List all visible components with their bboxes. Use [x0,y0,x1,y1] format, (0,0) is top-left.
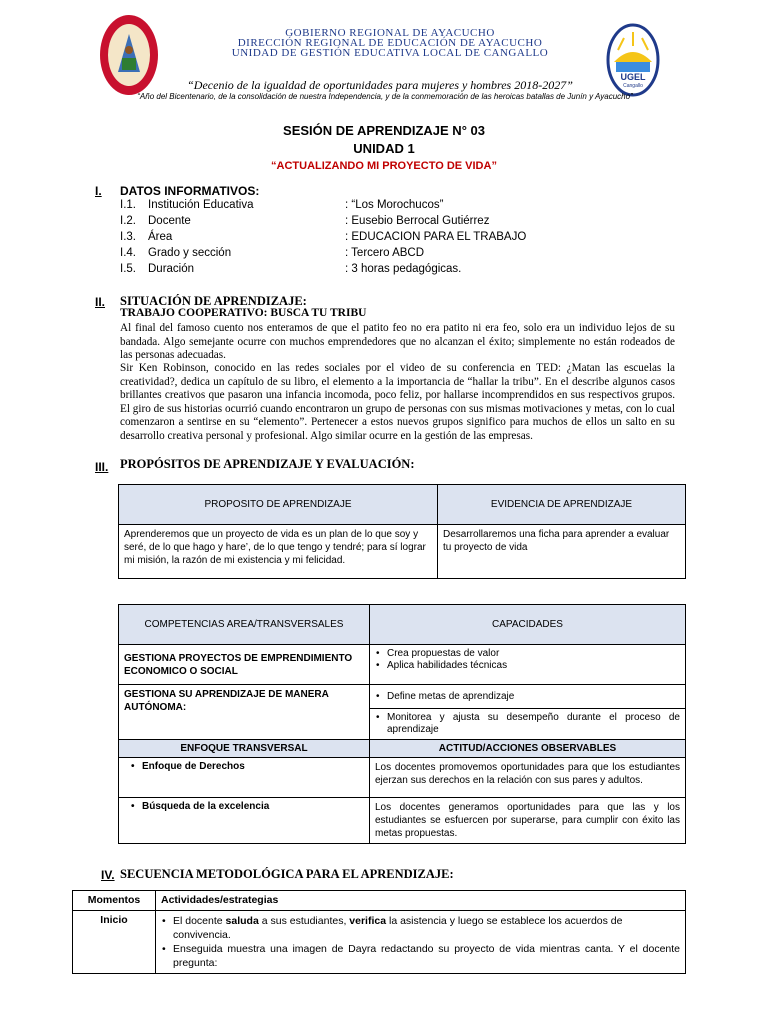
header-line-1: GOBIERNO REGIONAL DE AYACUCHO [285,27,495,39]
situation-paragraph-1: Al final del famoso cuento nos enteramos de que el patito feo no era patito ni era feo, solo era un individuo lejos de su bandada. Algo semejante ocurre con muchos emprendedores que no alcanzan el éxito; simplemente no están rodeados de las personas adecuadas. [120,322,675,362]
purpose-cell: Aprenderemos que un proyecto de vida es un plan de lo que soy y seré, de lo que hago y hare’, de lo que tengo y tendré; para sí lograr mi misión, la razón de mi existencia y mi felicidad. [119,525,438,579]
actions-header: ACTITUD/ACCIONES OBSERVABLES [370,740,686,758]
capacity-item: • Aplica habilidades técnicas [385,660,680,672]
info-value: : 3 horas pedagógicas. [345,263,462,275]
approach-item: • Búsqueda de la excelencia [140,801,364,812]
capacity-item: • Monitorea y ajusta su desempeño durante el proceso de aprendizaje [385,712,680,736]
info-number: I.2. [120,215,136,227]
info-row [120,263,680,279]
capacity-cell [370,645,686,685]
approach-item: • Enfoque de Derechos [140,761,364,772]
activity-text: saluda [225,915,259,927]
activity-text: El docente [173,915,226,927]
evidence-header: EVIDENCIA DE APRENDIZAJE [438,485,686,525]
header-motto-2: “Año del Bicentenario, de la consolidación de nuestra Independencia, y de la conmemoración de las heroicas batallas de Junín y Ayacucho” [137,92,633,101]
info-value: : Eusebio Berrocal Gutiérrez [345,215,490,227]
evidence-cell: Desarrollaremos una ficha para aprender a evaluar tu proyecto de vida [438,525,686,579]
ugel-logo-subtext: Cangallo [623,83,643,89]
section-4-title: SECUENCIA METODOLÓGICA PARA EL APRENDIZAJE: [120,867,454,881]
activity-cell [156,911,686,974]
info-number: I.1. [120,199,136,211]
ugel-logo-text: UGEL [620,72,646,82]
info-key: Grado y sección [148,247,232,259]
info-row [120,215,680,231]
section-2-title: SITUACIÓN DE APRENDIZAJE: [120,294,307,308]
session-name: “ACTUALIZANDO MI PROYECTO DE VIDA” [271,160,497,172]
activity-text: la asistencia y luego se establece los acuerdos de convivencia. [173,915,623,941]
header-line-3: UNIDAD DE GESTIÓN EDUCATIVA LOCAL DE CANGALLO [231,47,549,59]
actions-cell: Los docentes generamos oportunidades para que las y los estudiantes se esfuercen por superarse, para cumplir con éxito las metas propuestas. [370,798,686,844]
section-2-subtitle: TRABAJO COOPERATIVO: BUSCA TU TRIBU [120,307,367,319]
info-value: : Tercero ABCD [345,247,425,259]
competencies-table [118,604,686,844]
moment-cell: Inicio [73,911,156,974]
section-3-number: III. [95,460,109,474]
competencies-header: COMPETENCIAS AREA/TRANSVERSALES [119,605,370,645]
header-line-2: DIRECCIÓN REGIONAL DE EDUCACIÓN DE AYACUCHO [237,37,543,49]
approach-cell [119,798,370,844]
activities-header: Actividades/estrategias [156,891,686,911]
info-number: I.5. [120,263,136,275]
section-1-title: DATOS INFORMATIVOS: [120,184,260,198]
info-key: Área [148,231,173,243]
unit-title: UNIDAD 1 [353,141,415,156]
competency-cell: GESTIONA PROYECTOS DE EMPRENDIMIENTO ECONOMICO O SOCIAL [119,645,370,685]
section-4-number: IV. [101,868,115,882]
info-row [120,231,680,247]
approach-cell [119,758,370,798]
capacity-item: • Define metas de aprendizaje [385,691,680,702]
competency-cell: GESTIONA SU APRENDIZAJE DE MANERA AUTÓNOMA: [119,685,370,740]
approach-header: ENFOQUE TRANSVERSAL [119,740,370,758]
info-value: : “Los Morochucos” [345,199,444,211]
info-value: : EDUCACION PARA EL TRABAJO [345,231,527,243]
section-3-title: PROPÓSITOS DE APRENDIZAJE Y EVALUACIÓN: [120,457,415,471]
session-title: SESIÓN DE APRENDIZAJE N° 03 [283,123,485,138]
activity-text: a sus estudiantes, [258,915,350,927]
activity-text: verifica [349,915,387,927]
purpose-table [118,484,686,579]
situation-paragraph-2: Sir Ken Robinson, conocido en las redes sociales por el video de su conferencia en TED: ¿Matan las escuelas la creatividad?, dedica un capítulo de su libro, el elemento a la importancia de “hallar la tribu”. En el describe algunos casos brillantes creativos que pasaron una infancia incomoda, poco feliz, por hallarse incomprendidos en sus respectivos grupos. El giro de sus historias ocurrió cuando encontraron un grupo de personas con sus mismas motivaciones y metas, con lo cual comenzaron a sentirse en su “elemento”. Pertenecer a estos nuevos grupos significo para muchos de ellos un salto en su desarrollo creativa personal y profesional. Algo similar ocurre en la gestión de las empresas. [120,362,675,442]
actions-cell: Los docentes promovemos oportunidades para que los estudiantes ejerzan sus derechos en la relación con sus pares y adultos. [370,758,686,798]
methodology-table [72,890,686,974]
info-row [120,199,680,215]
section-1-number: I. [95,184,102,198]
info-key: Institución Educativa [148,199,254,211]
info-row [120,247,680,263]
capacity-cell [370,709,686,740]
section-2-number: II. [95,295,106,309]
info-key: Docente [148,215,191,227]
info-number: I.4. [120,247,136,259]
capacities-header: CAPACIDADES [370,605,686,645]
purpose-header: PROPOSITO DE APRENDIZAJE [119,485,438,525]
capacity-cell [370,685,686,709]
activity-item: • Enseguida muestra una imagen de Dayra redactando su proyecto de vida mientras canta. Y el docente pregunta: [171,942,680,970]
moments-header: Momentos [73,891,156,911]
activity-item [171,914,680,942]
header-motto: “Decenio de la igualdad de oportunidades para mujeres y hombres 2018-2027” [187,78,573,92]
info-number: I.3. [120,231,136,243]
info-key: Duración [148,263,195,275]
capacity-item: • Crea propuestas de valor [385,648,680,660]
